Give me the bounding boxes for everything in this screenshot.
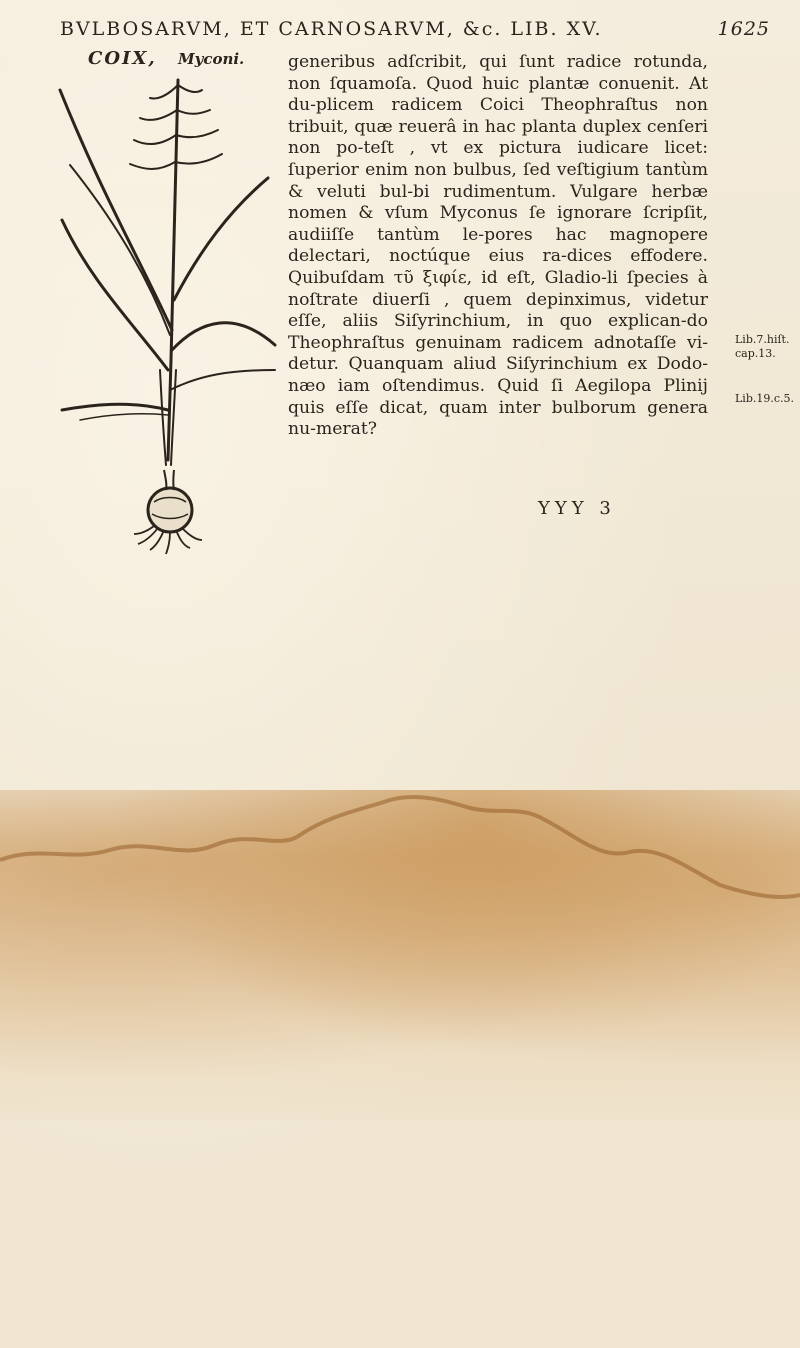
margin-note-2-text: Lib.19.c.5. bbox=[735, 392, 795, 405]
coix-plant-woodcut bbox=[50, 70, 290, 560]
plant-subtitle: Myconi. bbox=[178, 50, 245, 68]
water-stain-edge bbox=[0, 790, 800, 910]
signature-mark: YYY 3 bbox=[538, 498, 616, 519]
margin-note-1 bbox=[735, 333, 789, 361]
running-title: BVLBOSARVM, ET CARNOSARVM, &c. LIB. XV. bbox=[60, 18, 603, 40]
margin-note-1-line-2: cap.13. bbox=[735, 347, 776, 360]
running-header bbox=[60, 18, 770, 40]
main-text-column bbox=[288, 52, 708, 441]
body-paragraph: generibus adſcribit, qui ſunt radice rotunda, non ſquamoſa. Quod huic plantæ conuenit. At du-plicem radicem Coici Theophraſtus non tribuit, quæ reuerâ in hac planta duplex cenſeri non po-teſt , vt ex pictura iudicare licet: ſuperior enim non bulbus, ſed veſtigium tantùm & veluti bul-bi rudimentum. Vulgare herbæ nomen & vſum Myconus ſe ignorare ſcripſit, audiiſſe tantùm le-pores hac magnopere delectari, noctúque eius ra-dices effodere. Quibuſdam τῦ ξιφίε, id eſt, Gladio-li ſpecies à noſtrate diuerſi , quem depinximus, videtur eſſe, aliis Siſyrinchium, in quo explican-do Theophraſtus genuinam radicem adnotaſſe vi-detur. Quanquam aliud Siſyrinchium ex Dodo-næo iam oſtendimus. Quid ſi Aegilopa Plinij quis eſſe dicat, quam inter bulborum genera nu-merat? bbox=[288, 52, 708, 440]
margin-note-1-line-1: Lib.7.hiſt. bbox=[735, 333, 790, 346]
page-number: 1625 bbox=[717, 18, 770, 40]
margin-note-2 bbox=[735, 392, 794, 406]
plant-name: COIX, bbox=[88, 48, 157, 69]
